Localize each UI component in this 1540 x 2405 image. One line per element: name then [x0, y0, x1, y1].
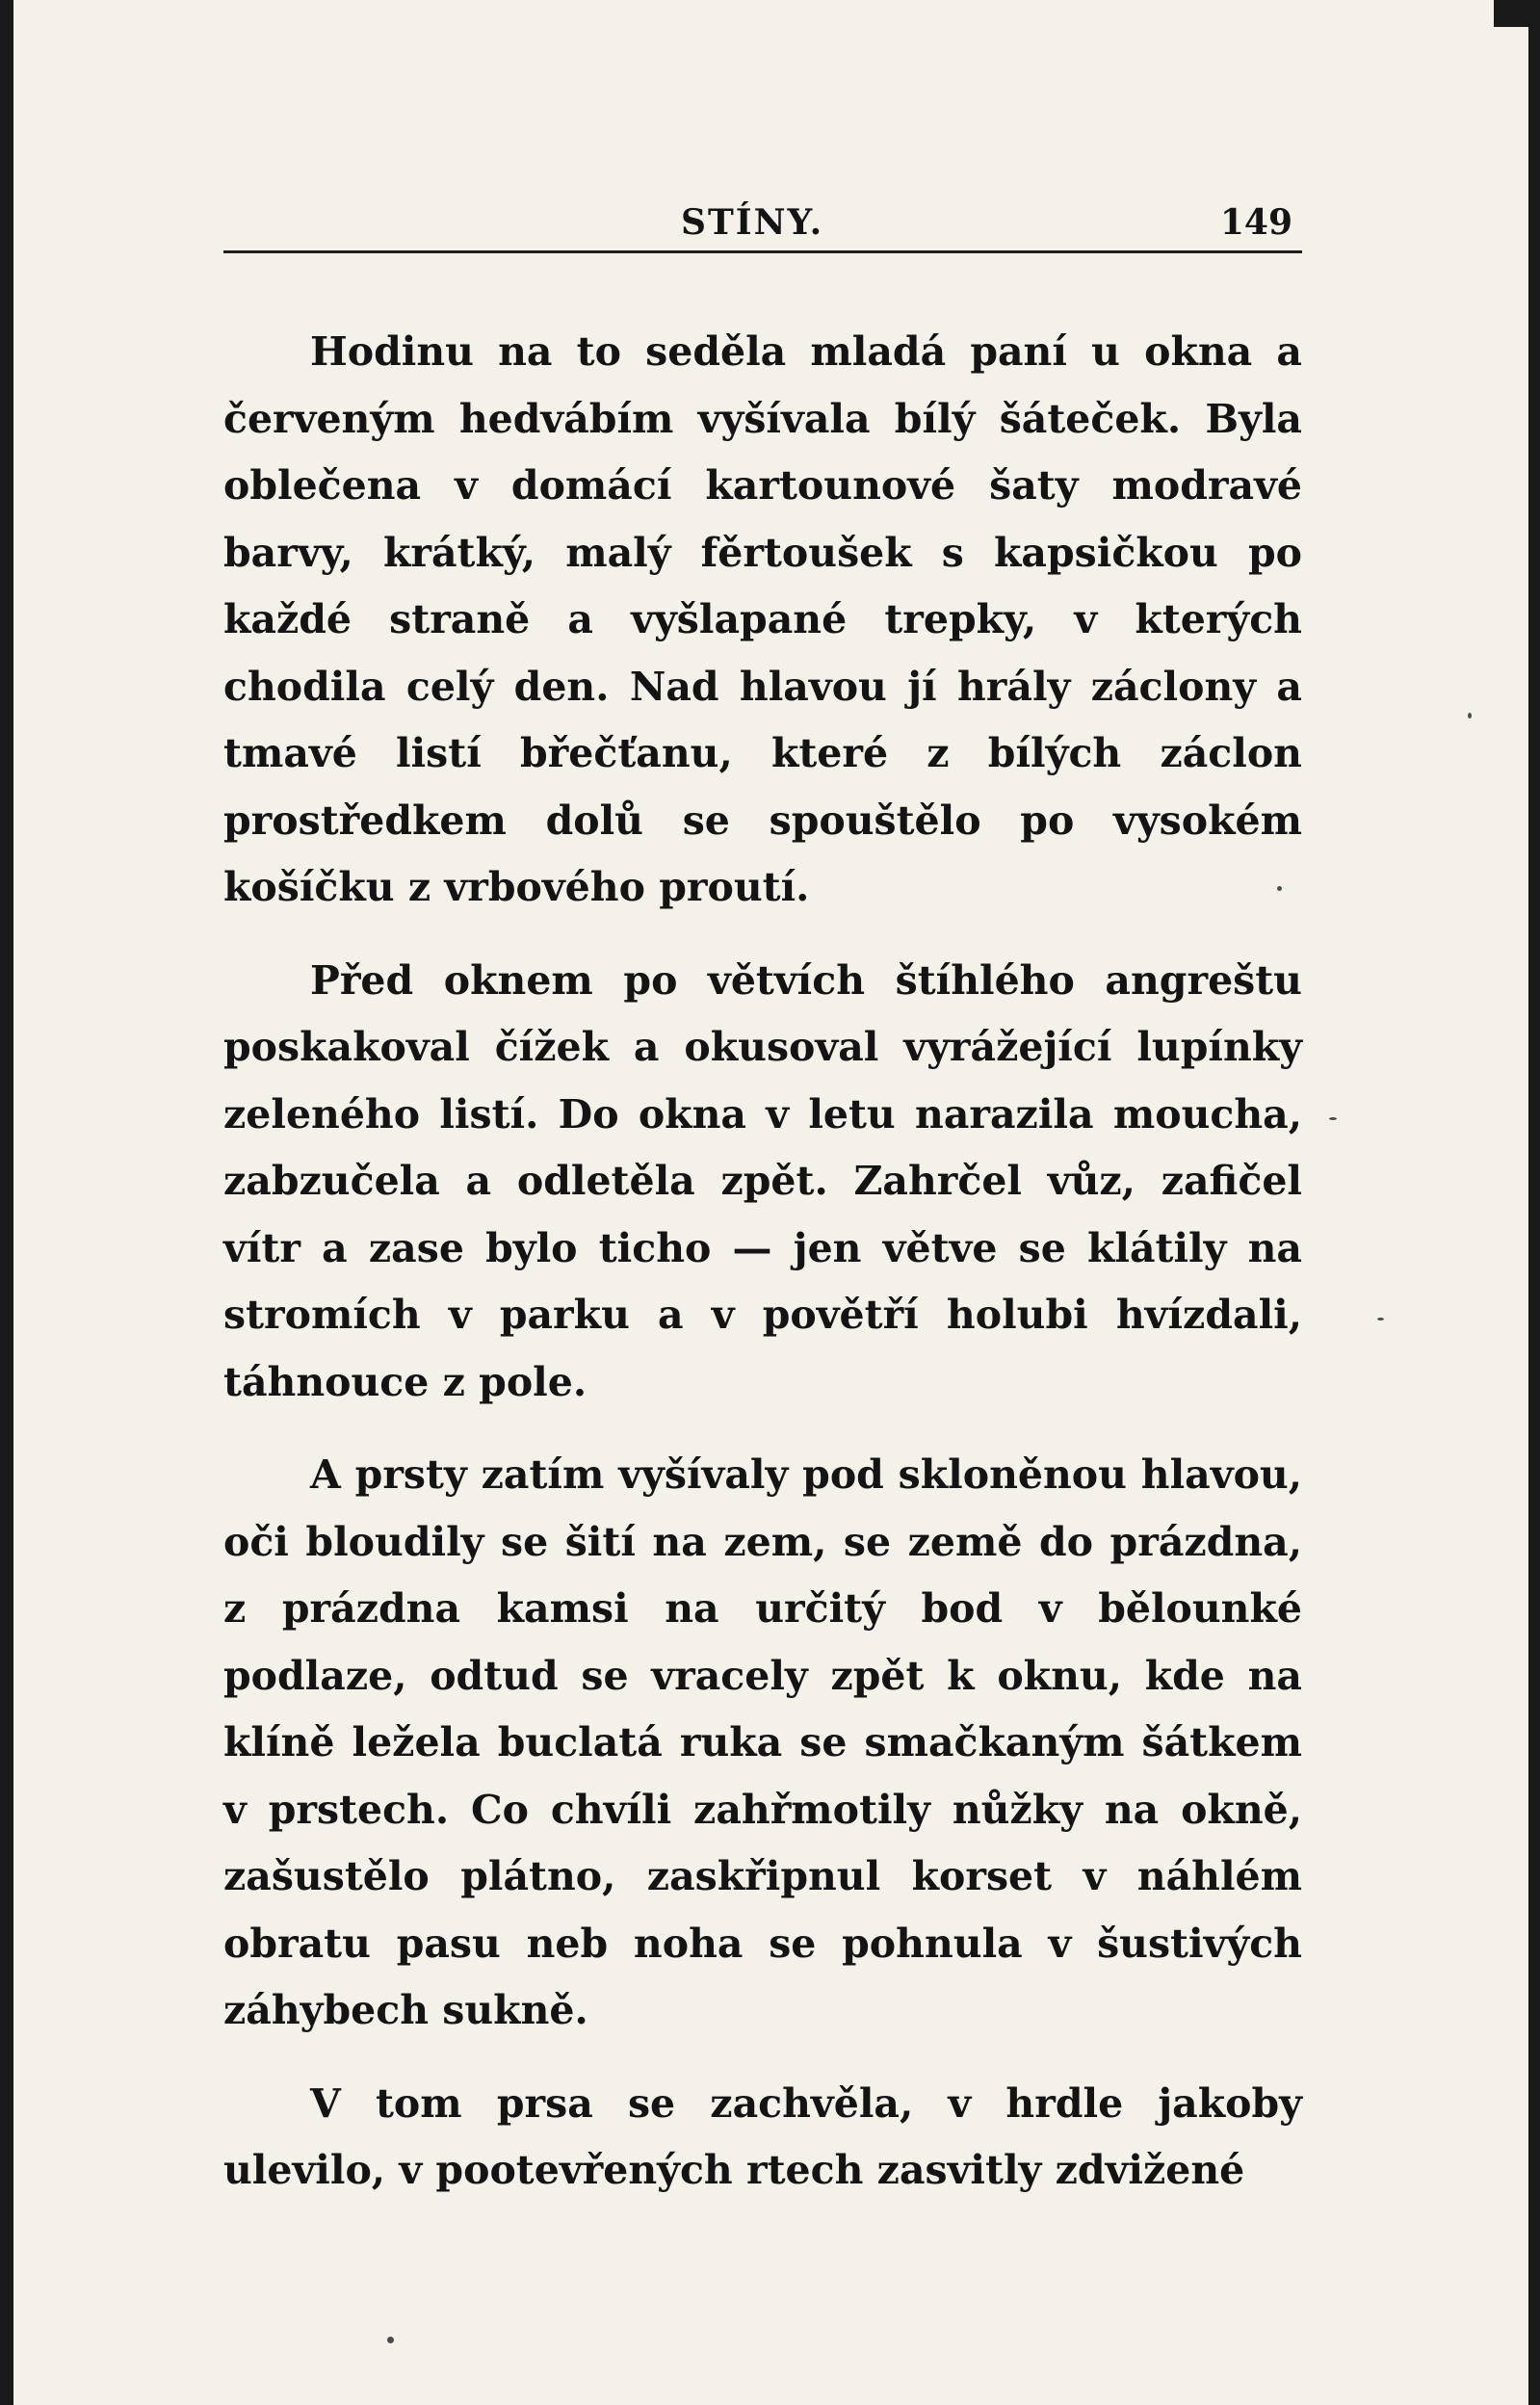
scan-border-right — [1528, 0, 1540, 2405]
scan-speck — [1377, 1318, 1384, 1320]
scan-speck — [1329, 1117, 1337, 1120]
book-page — [223, 193, 1302, 2205]
paragraph: Hodinu na to seděla mladá paní u okna a červeným hedvábím vyšívala bílý šáteček. Byla oblečena v domácí kartounové šaty modravé barvy, krátký, malý fěrtoušek s kapsičkou po každé straně a vyšlapané trepky, v kterých chodila celý den. Nad hlavou jí hrály záclony a tmavé listí břečťanu, které z bílých záclon prostředkem dolů se spouštělo po vysokém košíčku z vrbového proutí. — [223, 328, 1302, 910]
scan-speck — [1468, 713, 1472, 719]
running-title: STÍNY. — [681, 202, 824, 243]
body-text — [223, 319, 1302, 2205]
running-header — [223, 193, 1302, 253]
scan-border-left — [0, 0, 13, 2405]
page-number: 149 — [1219, 202, 1292, 243]
paragraph: V tom prsa se zachvěla, v hrdle jakoby ulevilo, v pootevřených rtech zasvitly zdvižené — [223, 2079, 1302, 2193]
paragraph: Před oknem po větvích štíhlého angreštu poskakoval čížek a okusoval vyrážející lupínky zeleného listí. Do okna v letu narazila moucha, zabzučela a odletěla zpět. Zahrčel vůz, zafičel vítr a zase bylo ticho — jen větve se klátily na stromích v parku a v povětří holubi hvízdali, táhnouce z pole. — [223, 956, 1302, 1405]
scan-speck — [387, 2337, 394, 2343]
scan-border-corner — [1494, 0, 1540, 27]
paragraph: A prsty zatím vyšívaly pod skloněnou hlavou, oči bloudily se šití na zem, se země do prázdna, z prázdna kamsi na určitý bod v bělounké podlaze, odtud se vracely zpět k oknu, kde na klíně ležela buclatá ruka se smačkaným šátkem v prstech. Co chvíli zahřmotily nůžky na okně, zašustělo plátno, zaskřipnul korset v náhlém obratu pasu neb noha se pohnula v šustivých záhybech sukně. — [223, 1451, 1302, 2033]
